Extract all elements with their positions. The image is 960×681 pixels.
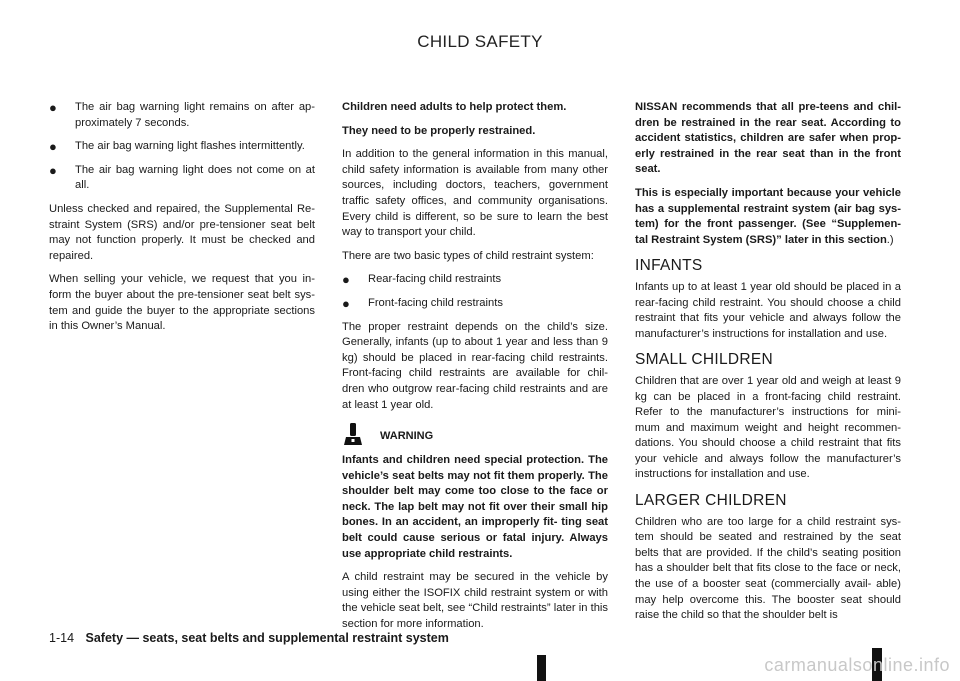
bullet-item: ● The air bag warning light flashes intermittently. <box>49 139 305 155</box>
page-number: 1-14 <box>49 631 75 645</box>
paragraph-selling-vehicle: When selling your vehicle, we request that you in- form the buyer about the pre-tensioner seat belt sys- tem and guide the buyer to the appropriate sections in this Owner’s Manual. <box>49 273 315 333</box>
bullet-icon: ● <box>49 100 57 115</box>
bold-statement-restrained: They need to be properly restrained. <box>342 124 536 137</box>
paragraph-restraint-types: There are two basic types of child restraint system: <box>342 249 594 262</box>
crop-mark-bar <box>537 655 546 681</box>
warning-icon <box>344 423 362 445</box>
heading-infants: INFANTS <box>635 257 703 275</box>
paragraph-isofix: A child restraint may be secured in the vehicle by using either the ISOFIX child restraint system or with the vehicle seat belt, see “Child restraints” later in this section for more information. <box>342 571 608 631</box>
page-header: CHILD SAFETY <box>417 32 543 51</box>
warning-header <box>342 423 608 445</box>
page-footer <box>49 631 449 645</box>
paragraph-proper-restraint: The proper restraint depends on the child’s size. Generally, infants (up to about 1 year and less than 9 kg) should be placed in rear-facing child restraints. Front-facing child restraints are available for chil- dren who outgrow rear-facing child restraints and are at least 1 year old. <box>342 320 608 411</box>
column-right <box>635 100 901 632</box>
heading-larger-children: LARGER CHILDREN <box>635 492 787 510</box>
bullet-item: ● The air bag warning light does not come on at all. <box>49 163 315 194</box>
bold-statement-rear-seat: NISSAN recommends that all pre-teens and chil- dren be restrained in the rear seat. According to accident statistics, children are safer when prop- erly restrained in the rear seat than in the front seat. <box>635 101 901 176</box>
bullet-icon: ● <box>49 139 57 155</box>
bold-statement-adults: Children need adults to help protect them. <box>342 101 567 113</box>
bullet-icon: ● <box>342 295 350 311</box>
section-title: Safety — seats, seat belts and supplemental restraint system <box>85 631 449 645</box>
paragraph-small-children: Children that are over 1 year old and weigh at least 9 kg can be placed in a front-facing child restraint. Refer to the manufacturer’s instructions for mini- mum and maximum weight and height recommen- dations. You should choose a child restraint that fits your vehicle and always follow the manufacturer’s instructions for installation and use. <box>635 374 901 481</box>
paragraph-srs-repair: Unless checked and repaired, the Supplemental Re- straint System (SRS) and/or pre-tensioner seat belt may not function properly. It must be checked and repaired. <box>49 202 315 262</box>
column-left <box>49 100 315 343</box>
bullet-icon: ● <box>49 162 57 178</box>
bullet-item: ● The air bag warning light remains on after ap- proximately 7 seconds. <box>49 100 315 131</box>
bold-statement-airbag: This is especially important because your vehicle has a supplemental restraint system (air bag sys- tem) for the front passenger. (See “Supplemen- tal Restraint System (SRS)” later in this section.) <box>635 186 901 246</box>
paragraph-infants: Infants up to at least 1 year old should be placed in a rear-facing child restraint. You should choose a child restraint that fits your vehicle and always follow the manufacturer’s instructions for installation and use. <box>635 280 901 340</box>
paragraph-larger-children: Children who are too large for a child restraint sys- tem should be seated and restrained by the seat belts that are provided. If the child’s seating position has a shoulder belt that fits close to the face or neck, the use of a booster seat (commercially avail- able) may help overcome this. The booster seat should raise the child so that the shoulder belt is <box>635 515 901 622</box>
paragraph-general-info: In addition to the general information in this manual, child safety information is available from many other sources, including doctors, teachers, government traffic safety offices, and community organisations. Every child is different, so be sure to learn the best way to transport your child. <box>342 148 608 239</box>
bullet-item: ● Front-facing child restraints <box>342 295 503 311</box>
heading-small-children: SMALL CHILDREN <box>635 351 773 369</box>
warning-text: Infants and children need special protection. The vehicle’s seat belts may not fit them properly. The shoulder belt may come too close to the face or neck. The lap belt may not fit over their small hip bones. In an accident, an improperly fit- ting seat belt could cause serious or fatal injury. Always use appropriate child restraints. <box>342 454 608 560</box>
bullet-item: ● Rear-facing child restraints <box>342 272 502 288</box>
column-middle <box>342 100 608 641</box>
warning-label: WARNING <box>380 429 434 442</box>
bullet-icon: ● <box>342 272 350 288</box>
watermark-text: carmanualsonline.info <box>764 655 950 675</box>
